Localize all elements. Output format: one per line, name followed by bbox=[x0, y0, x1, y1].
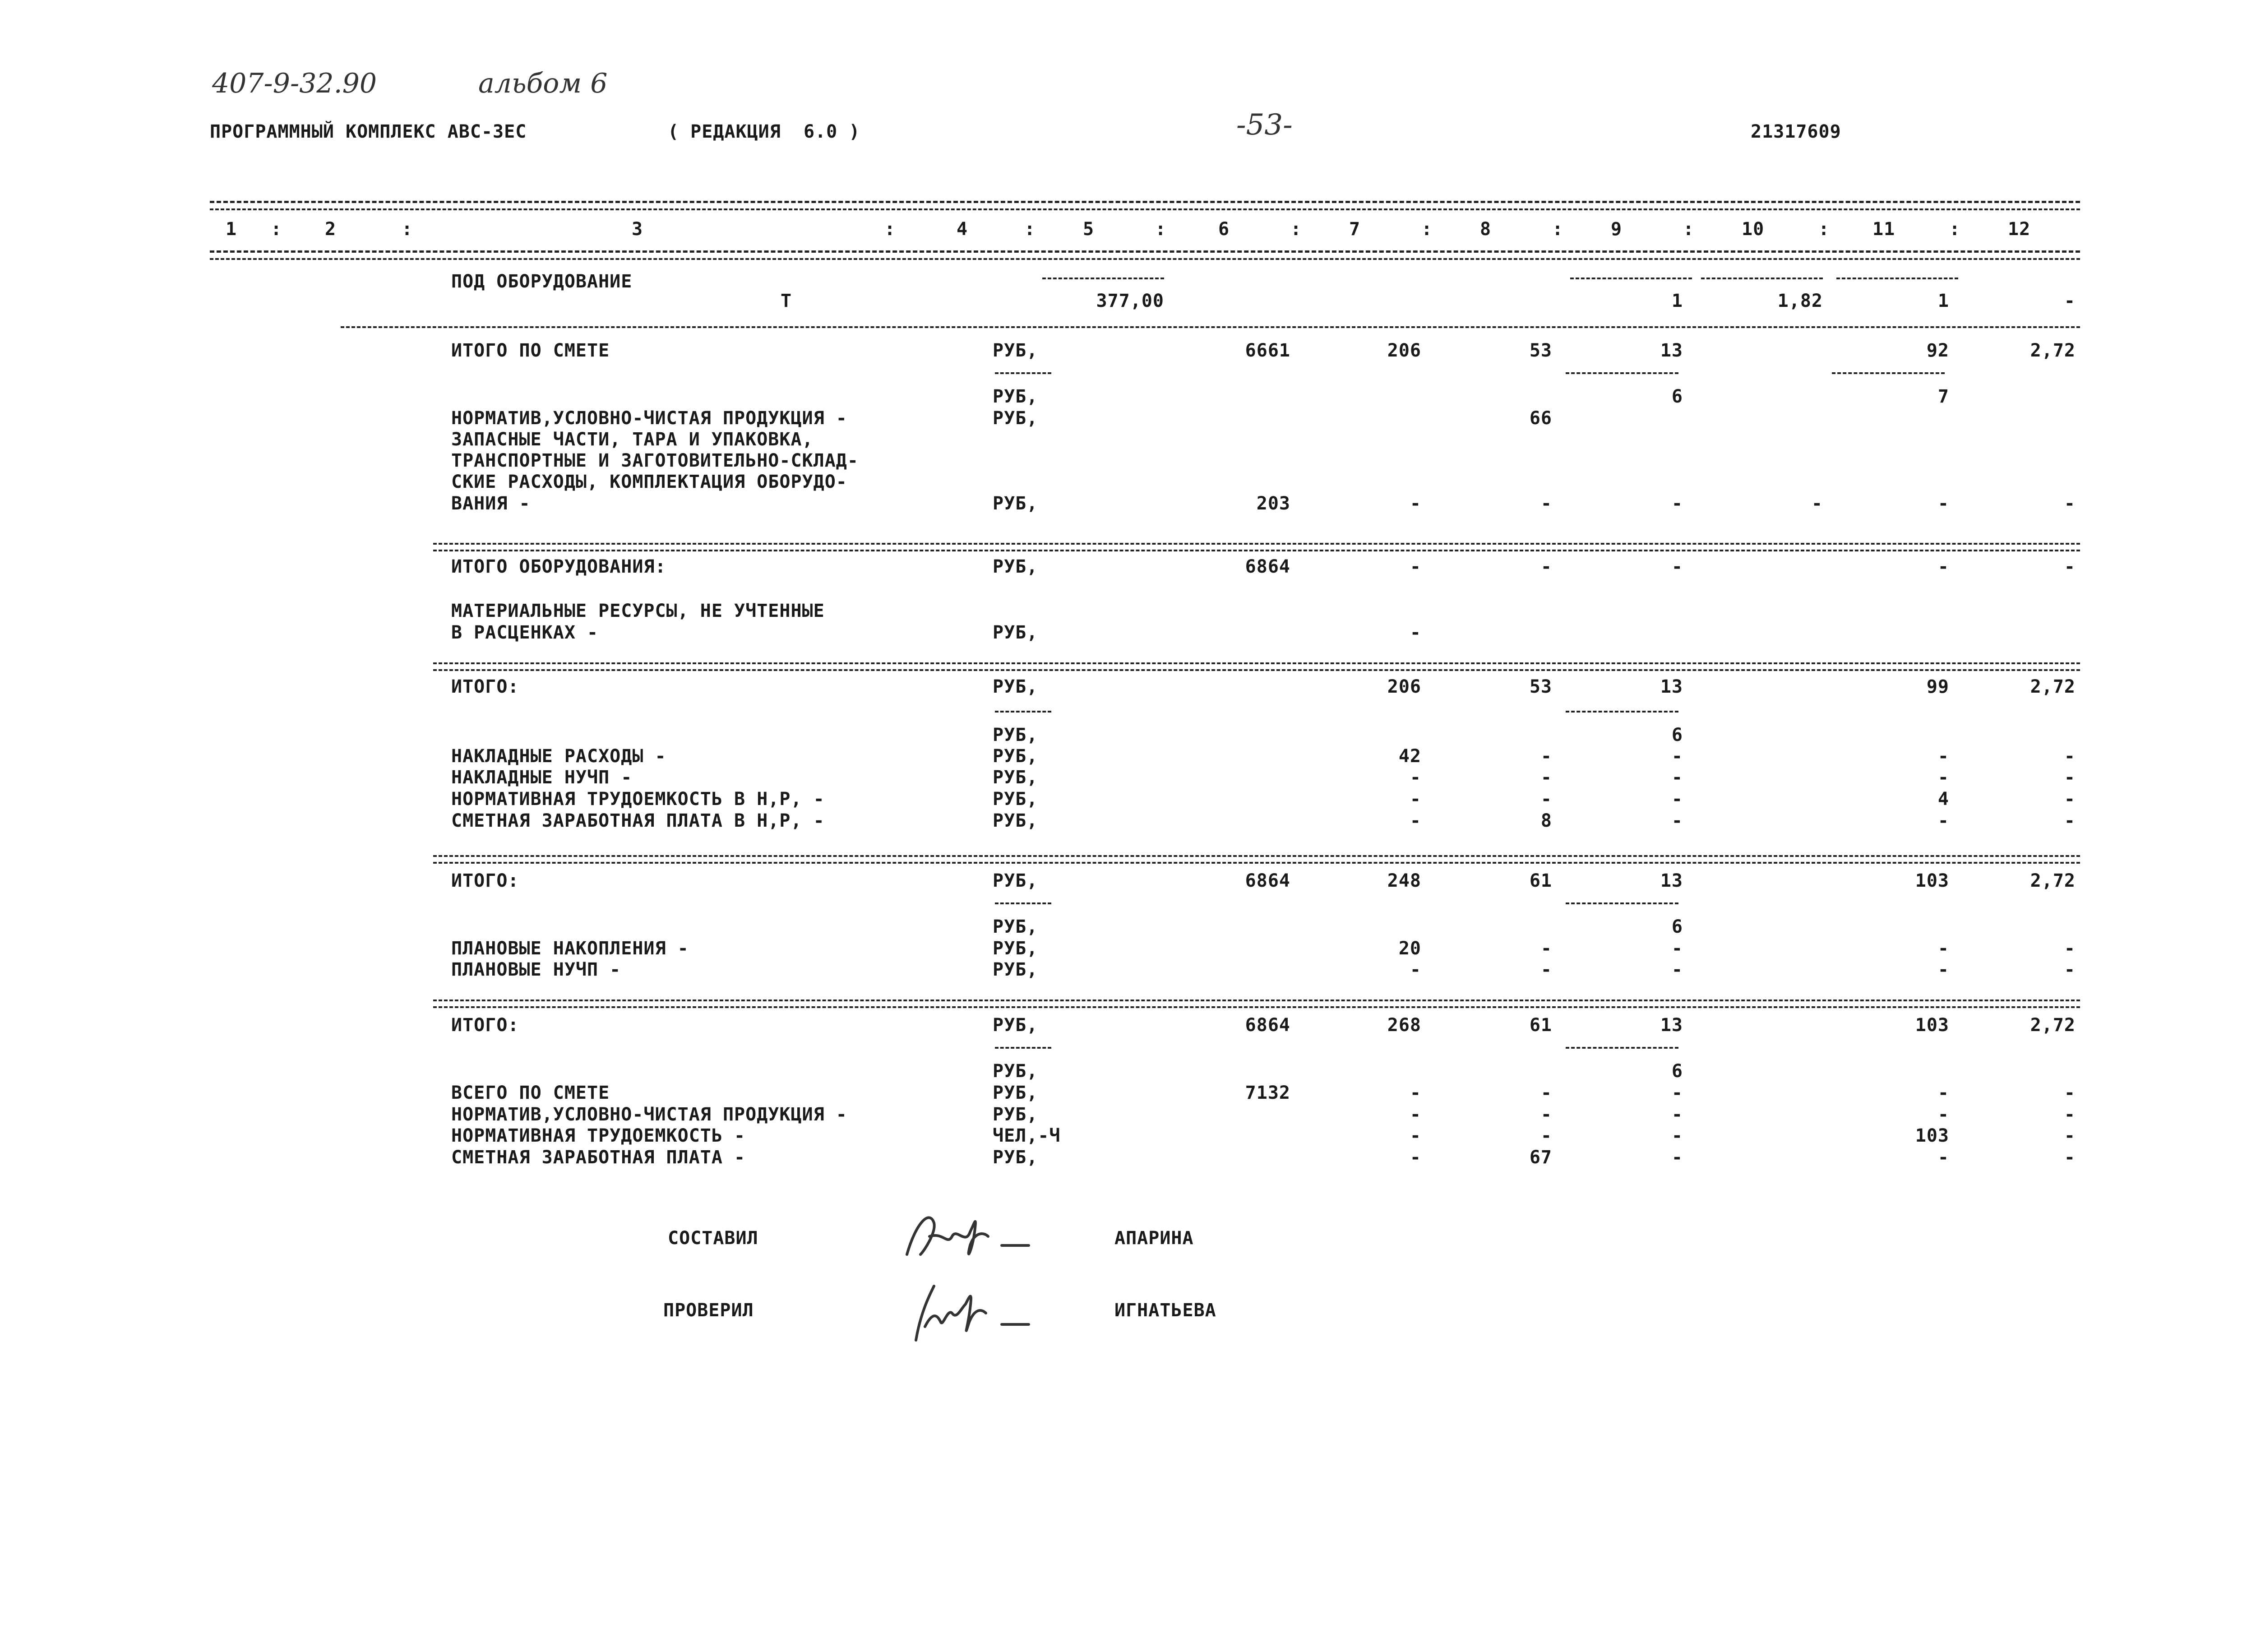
cell-c4: ЧЕЛ,-Ч bbox=[993, 1125, 1061, 1146]
underline bbox=[1832, 372, 1945, 374]
cell-c3: СМЕТНАЯ ЗАРАБОТНАЯ ПЛАТА В Н,Р, - bbox=[451, 810, 825, 831]
cell-c7: - bbox=[1410, 810, 1421, 831]
header-bottom-rule bbox=[210, 250, 2080, 253]
cell-c9: 6 bbox=[1671, 916, 1683, 937]
row-divider bbox=[433, 1000, 2080, 1001]
cell-c9: 6 bbox=[1671, 1061, 1683, 1082]
checked-name: ИГНАТЬЕВА bbox=[1114, 1300, 1216, 1321]
cell-c12: - bbox=[2064, 1125, 2076, 1146]
cell-c4: РУБ, bbox=[993, 1061, 1038, 1082]
cell-c7: - bbox=[1410, 767, 1421, 788]
cell-c11: 103 bbox=[1915, 870, 1949, 891]
row-divider bbox=[433, 669, 2080, 671]
cell-c7: 248 bbox=[1387, 870, 1421, 891]
row-divider bbox=[341, 326, 2080, 328]
cell-c9: 1 bbox=[1671, 291, 1683, 311]
cell-c8: - bbox=[1540, 789, 1552, 810]
cell-c11: 103 bbox=[1915, 1015, 1949, 1036]
cell-c8: - bbox=[1540, 959, 1552, 980]
cell-c3: В РАСЦЕНКАХ - bbox=[451, 622, 599, 643]
cell-c3: ИТОГО: bbox=[451, 1015, 519, 1036]
cell-c3: НОРМАТИВ,УСЛОВНО-ЧИСТАЯ ПРОДУКЦИЯ - bbox=[451, 1104, 847, 1125]
cell-c7: - bbox=[1410, 1083, 1421, 1103]
row-divider bbox=[433, 855, 2080, 857]
cell-c3: ВАНИЯ - bbox=[451, 493, 531, 514]
cell-c4: РУБ, bbox=[993, 938, 1038, 959]
cell-c11: - bbox=[1937, 1104, 1949, 1125]
cell-c3: СКИЕ РАСХОДЫ, КОМПЛЕКТАЦИЯ ОБОРУДО- bbox=[451, 472, 847, 492]
row-divider bbox=[433, 862, 2080, 864]
cell-c7: 20 bbox=[1398, 938, 1421, 959]
column-header-6: 6 bbox=[1218, 219, 1230, 240]
cell-c7: 42 bbox=[1398, 746, 1421, 767]
cell-c4: РУБ, bbox=[993, 725, 1038, 745]
cell-c9: - bbox=[1671, 1147, 1683, 1168]
cell-c4: РУБ, bbox=[993, 556, 1038, 577]
cell-c9: 6 bbox=[1671, 386, 1683, 407]
cell-c7: - bbox=[1410, 493, 1421, 514]
cell-c12: - bbox=[2064, 810, 2076, 831]
cell-c3: СМЕТНАЯ ЗАРАБОТНАЯ ПЛАТА - bbox=[451, 1147, 746, 1168]
cell-c8: 53 bbox=[1529, 340, 1552, 361]
underline bbox=[1701, 278, 1823, 279]
cell-c8: - bbox=[1540, 1083, 1552, 1103]
cell-c3: ИТОГО ПО СМЕТЕ bbox=[451, 340, 610, 361]
cell-c8: - bbox=[1540, 556, 1552, 577]
row-divider bbox=[433, 662, 2080, 664]
column-separator: : bbox=[1155, 219, 1167, 240]
cell-c11: - bbox=[1937, 1147, 1949, 1168]
underline bbox=[1042, 278, 1164, 279]
column-separator: : bbox=[884, 219, 896, 240]
cell-c7: - bbox=[1410, 556, 1421, 577]
column-separator: : bbox=[1949, 219, 1961, 240]
cell-c3: НАКЛАДНЫЕ РАСХОДЫ - bbox=[451, 746, 666, 767]
column-separator: : bbox=[1024, 219, 1036, 240]
cell-c9: 6 bbox=[1671, 725, 1683, 745]
page-number: -53- bbox=[1236, 108, 1293, 142]
cell-c7: - bbox=[1410, 1147, 1421, 1168]
cell-c8: - bbox=[1540, 938, 1552, 959]
column-header-4: 4 bbox=[957, 219, 968, 240]
column-header-7: 7 bbox=[1349, 219, 1361, 240]
cell-c4: РУБ, bbox=[993, 1147, 1038, 1168]
handwritten-code: 407-9-32.90 bbox=[212, 68, 377, 99]
cell-c4: РУБ, bbox=[993, 1015, 1038, 1036]
underline bbox=[995, 1047, 1051, 1049]
cell-c7: 268 bbox=[1387, 1015, 1421, 1036]
cell-c6: 6864 bbox=[1245, 870, 1290, 891]
cell-c11: - bbox=[1937, 746, 1949, 767]
cell-c8: 66 bbox=[1529, 408, 1552, 429]
signature-checked bbox=[898, 1277, 1042, 1349]
program-edition: ( РЕДАКЦИЯ 6.0 ) bbox=[668, 121, 860, 142]
header-bottom-rule-2 bbox=[210, 258, 2080, 260]
column-header-3: 3 bbox=[632, 219, 643, 240]
cell-c7: - bbox=[1410, 1104, 1421, 1125]
column-separator: : bbox=[1683, 219, 1695, 240]
cell-c9: - bbox=[1671, 938, 1683, 959]
cell-c9: - bbox=[1671, 959, 1683, 980]
column-separator: : bbox=[1421, 219, 1433, 240]
cell-c10: 1,82 bbox=[1777, 291, 1823, 311]
signature-compiled bbox=[898, 1205, 1042, 1268]
column-separator: : bbox=[271, 219, 282, 240]
cell-c7: 206 bbox=[1387, 676, 1421, 697]
cell-c4: РУБ, bbox=[993, 746, 1038, 767]
column-separator: : bbox=[402, 219, 413, 240]
cell-c9: 13 bbox=[1660, 340, 1683, 361]
cell-c3: ПЛАНОВЫЕ НАКОПЛЕНИЯ - bbox=[451, 938, 689, 959]
underline bbox=[1566, 711, 1678, 713]
checked-label: ПРОВЕРИЛ bbox=[663, 1300, 754, 1321]
cell-c11: 7 bbox=[1937, 386, 1949, 407]
cell-c3: ИТОГО: bbox=[451, 676, 519, 697]
cell-c12: - bbox=[2064, 959, 2076, 980]
cell-c6: 6864 bbox=[1245, 556, 1290, 577]
underline bbox=[1566, 1047, 1678, 1049]
cell-c3: Т bbox=[781, 291, 792, 311]
cell-c3: НОРМАТИВНАЯ ТРУДОЕМКОСТЬ - bbox=[451, 1125, 746, 1146]
cell-c9: - bbox=[1671, 556, 1683, 577]
cell-c3: НОРМАТИВ,УСЛОВНО-ЧИСТАЯ ПРОДУКЦИЯ - bbox=[451, 408, 847, 429]
cell-c11: - bbox=[1937, 938, 1949, 959]
cell-c4: РУБ, bbox=[993, 676, 1038, 697]
cell-c4: РУБ, bbox=[993, 1083, 1038, 1103]
cell-c7: - bbox=[1410, 622, 1421, 643]
cell-c4: РУБ, bbox=[993, 386, 1038, 407]
cell-c3: ЗАПАСНЫЕ ЧАСТИ, ТАРА И УПАКОВКА, bbox=[451, 429, 814, 450]
cell-c12: - bbox=[2064, 1104, 2076, 1125]
cell-c8: - bbox=[1540, 493, 1552, 514]
compiled-name: АПАРИНА bbox=[1114, 1228, 1194, 1249]
cell-c12: 2,72 bbox=[2030, 870, 2076, 891]
cell-c4: РУБ, bbox=[993, 959, 1038, 980]
row-divider bbox=[433, 543, 2080, 545]
cell-c8: 53 bbox=[1529, 676, 1552, 697]
cell-c4: РУБ, bbox=[993, 1104, 1038, 1125]
column-header-12: 12 bbox=[2008, 219, 2031, 240]
cell-c6: 7132 bbox=[1245, 1083, 1290, 1103]
cell-c12: 2,72 bbox=[2030, 340, 2076, 361]
column-header-10: 10 bbox=[1742, 219, 1765, 240]
cell-c12: - bbox=[2064, 1083, 2076, 1103]
column-header-1: 1 bbox=[226, 219, 237, 240]
underline bbox=[1836, 278, 1958, 279]
column-header-5: 5 bbox=[1083, 219, 1095, 240]
cell-c12: - bbox=[2064, 493, 2076, 514]
cell-c12: - bbox=[2064, 1147, 2076, 1168]
cell-c5: 377,00 bbox=[1096, 291, 1164, 311]
underline bbox=[995, 372, 1051, 374]
cell-c3: НАКЛАДНЫЕ НУЧП - bbox=[451, 767, 633, 788]
cell-c9: - bbox=[1671, 1104, 1683, 1125]
cell-c9: - bbox=[1671, 746, 1683, 767]
cell-c11: - bbox=[1937, 767, 1949, 788]
cell-c9: 13 bbox=[1660, 676, 1683, 697]
cell-c7: - bbox=[1410, 789, 1421, 810]
cell-c11: - bbox=[1937, 1083, 1949, 1103]
row-divider bbox=[433, 550, 2080, 551]
cell-c12: - bbox=[2064, 767, 2076, 788]
cell-c11: 103 bbox=[1915, 1125, 1949, 1146]
cell-c4: РУБ, bbox=[993, 408, 1038, 429]
cell-c9: 13 bbox=[1660, 870, 1683, 891]
underline bbox=[995, 711, 1051, 713]
cell-c12: - bbox=[2064, 746, 2076, 767]
cell-c10: - bbox=[1811, 493, 1823, 514]
cell-c8: - bbox=[1540, 746, 1552, 767]
cell-c11: 99 bbox=[1926, 676, 1949, 697]
cell-c6: 203 bbox=[1256, 493, 1290, 514]
underline bbox=[1566, 902, 1678, 904]
cell-c12: - bbox=[2064, 938, 2076, 959]
cell-c4: РУБ, bbox=[993, 789, 1038, 810]
cell-c9: - bbox=[1671, 493, 1683, 514]
cell-c8: 61 bbox=[1529, 1015, 1552, 1036]
cell-c9: - bbox=[1671, 810, 1683, 831]
cell-c11: 4 bbox=[1937, 789, 1949, 810]
cell-c11: - bbox=[1937, 556, 1949, 577]
cell-c11: - bbox=[1937, 959, 1949, 980]
cell-c8: - bbox=[1540, 1125, 1552, 1146]
cell-c3: ИТОГО: bbox=[451, 870, 519, 891]
column-header-9: 9 bbox=[1611, 219, 1623, 240]
cell-c4: РУБ, bbox=[993, 916, 1038, 937]
cell-c8: - bbox=[1540, 767, 1552, 788]
cell-c6: 6864 bbox=[1245, 1015, 1290, 1036]
cell-c6: 6661 bbox=[1245, 340, 1290, 361]
cell-c11: - bbox=[1937, 810, 1949, 831]
underline bbox=[1570, 278, 1692, 279]
cell-c9: - bbox=[1671, 789, 1683, 810]
underline bbox=[1566, 372, 1678, 374]
cell-c11: 1 bbox=[1937, 291, 1949, 311]
cell-c7: 206 bbox=[1387, 340, 1421, 361]
program-title: ПРОГРАММНЫЙ КОМПЛЕКС АВС-3ЕС bbox=[210, 121, 527, 142]
cell-c4: РУБ, bbox=[993, 767, 1038, 788]
column-header-2: 2 bbox=[325, 219, 337, 240]
cell-c4: РУБ, bbox=[993, 340, 1038, 361]
cell-c12: - bbox=[2064, 789, 2076, 810]
cell-c3: ПОД ОБОРУДОВАНИЕ bbox=[451, 271, 633, 292]
row-divider bbox=[433, 1006, 2080, 1008]
column-separator: : bbox=[1552, 219, 1564, 240]
cell-c8: 8 bbox=[1540, 810, 1552, 831]
cell-c7: - bbox=[1410, 1125, 1421, 1146]
cell-c4: РУБ, bbox=[993, 870, 1038, 891]
cell-c3: ВСЕГО ПО СМЕТЕ bbox=[451, 1083, 610, 1103]
cell-c8: 61 bbox=[1529, 870, 1552, 891]
cell-c11: 92 bbox=[1926, 340, 1949, 361]
cell-c9: - bbox=[1671, 1125, 1683, 1146]
cell-c3: ТРАНСПОРТНЫЕ И ЗАГОТОВИТЕЛЬНО-СКЛАД- bbox=[451, 450, 859, 471]
cell-c3: МАТЕРИАЛЬНЫЕ РЕСУРСЫ, НЕ УЧТЕННЫЕ bbox=[451, 601, 825, 621]
handwritten-album: альбом 6 bbox=[478, 68, 608, 99]
cell-c4: РУБ, bbox=[993, 493, 1038, 514]
cell-c8: - bbox=[1540, 1104, 1552, 1125]
underline bbox=[995, 902, 1051, 904]
cell-c7: - bbox=[1410, 959, 1421, 980]
header-top-rule bbox=[210, 201, 2080, 203]
cell-c9: - bbox=[1671, 1083, 1683, 1103]
document-number: 21317609 bbox=[1751, 121, 1841, 142]
cell-c12: - bbox=[2064, 291, 2076, 311]
cell-c4: РУБ, bbox=[993, 622, 1038, 643]
cell-c4: РУБ, bbox=[993, 810, 1038, 831]
column-separator: : bbox=[1818, 219, 1830, 240]
cell-c3: НОРМАТИВНАЯ ТРУДОЕМКОСТЬ В Н,Р, - bbox=[451, 789, 825, 810]
cell-c12: - bbox=[2064, 556, 2076, 577]
column-header-8: 8 bbox=[1480, 219, 1492, 240]
column-separator: : bbox=[1290, 219, 1302, 240]
cell-c3: ПЛАНОВЫЕ НУЧП - bbox=[451, 959, 621, 980]
column-header-11: 11 bbox=[1872, 219, 1895, 240]
cell-c9: - bbox=[1671, 767, 1683, 788]
cell-c11: - bbox=[1937, 493, 1949, 514]
cell-c3: ИТОГО ОБОРУДОВАНИЯ: bbox=[451, 556, 666, 577]
header-top-rule-2 bbox=[210, 208, 2080, 210]
compiled-label: СОСТАВИЛ bbox=[668, 1228, 758, 1249]
cell-c8: 67 bbox=[1529, 1147, 1552, 1168]
cell-c12: 2,72 bbox=[2030, 676, 2076, 697]
cell-c9: 13 bbox=[1660, 1015, 1683, 1036]
cell-c12: 2,72 bbox=[2030, 1015, 2076, 1036]
